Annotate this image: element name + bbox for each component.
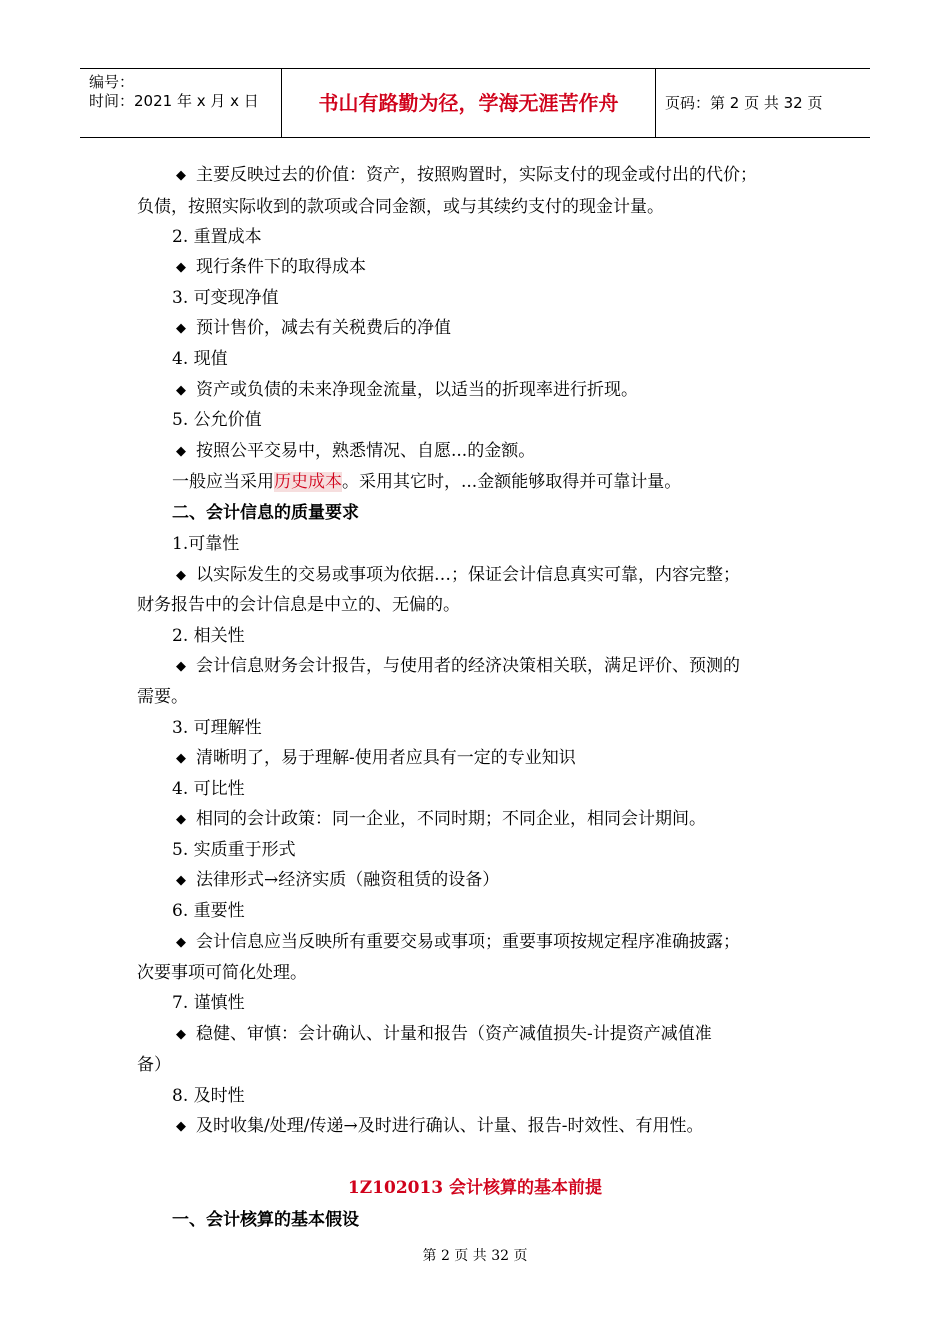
paragraph: 一般应当采用历史成本。采用其它时，...金额能够取得并可靠计量。	[172, 472, 682, 492]
bullet-continuation: 次要事项可简化处理。	[137, 963, 307, 983]
list-heading: 3. 可理解性	[172, 718, 262, 738]
bullet-continuation: 需要。	[137, 687, 188, 707]
bullet-item: ◆ 资产或负债的未来净现金流量，以适当的折现率进行折现。	[176, 380, 638, 400]
page-footer: 第 2 页 共 32 页	[422, 1248, 528, 1264]
bullet-item: ◆ 会计信息应当反映所有重要交易或事项；重要事项按规定程序准确披露；	[176, 932, 740, 952]
diamond-bullet-icon: ◆	[176, 812, 186, 827]
section-title: 1Z102013 会计核算的基本前提	[347, 1178, 603, 1198]
bullet-item: ◆ 相同的会计政策：同一企业，不同时期；不同企业，相同会计期间。	[176, 809, 706, 829]
list-heading: 5. 实质重于形式	[172, 840, 296, 860]
bullet-continuation: 财务报告中的会计信息是中立的、无偏的。	[137, 595, 460, 615]
number-label: 编号：	[89, 73, 135, 91]
list-heading: 3. 可变现净值	[172, 288, 279, 308]
header-motto: 书山有路勤为径，学海无涯苦作舟	[282, 69, 656, 137]
bullet-continuation: 备）	[137, 1055, 171, 1075]
header-page-label: 页码：第 2 页 共 32 页	[665, 94, 823, 112]
list-heading: 4. 可比性	[172, 779, 245, 799]
list-heading: 2. 重置成本	[172, 227, 262, 247]
header-meta-cell	[80, 69, 282, 137]
section-heading: 一、会计核算的基本假设	[172, 1210, 359, 1230]
diamond-bullet-icon: ◆	[176, 935, 186, 950]
diamond-bullet-icon: ◆	[176, 260, 186, 275]
list-heading: 1.可靠性	[172, 534, 240, 554]
bullet-continuation: 负债，按照实际收到的款项或合同金额，或与其续约支付的现金计量。	[137, 197, 664, 217]
list-heading: 7. 谨慎性	[172, 993, 245, 1013]
bullet-item: ◆ 法律形式→经济实质（融资租赁的设备）	[176, 870, 500, 890]
diamond-bullet-icon: ◆	[176, 751, 186, 766]
bullet-item: ◆ 稳健、审慎：会计确认、计量和报告（资产减值损失-计提资产减值准	[176, 1024, 712, 1044]
bullet-item: ◆ 清晰明了，易于理解-使用者应具有一定的专业知识	[176, 748, 576, 768]
highlighted-term: 历史成本	[274, 472, 342, 492]
diamond-bullet-icon: ◆	[176, 873, 186, 888]
diamond-bullet-icon: ◆	[176, 1119, 186, 1134]
bullet-item: ◆ 预计售价，减去有关税费后的净值	[176, 318, 451, 338]
diamond-bullet-icon: ◆	[176, 659, 186, 674]
bullet-item: ◆ 及时收集/处理/传递→及时进行确认、计量、报告-时效性、有用性。	[176, 1116, 704, 1136]
diamond-bullet-icon: ◆	[176, 1027, 186, 1042]
list-heading: 6. 重要性	[172, 901, 245, 921]
diamond-bullet-icon: ◆	[176, 568, 186, 583]
bullet-item: ◆ 主要反映过去的价值：资产，按照购置时，实际支付的现金或付出的代价；	[176, 165, 757, 185]
diamond-bullet-icon: ◆	[176, 444, 186, 459]
list-heading: 4. 现值	[172, 349, 228, 369]
list-heading: 5. 公允价值	[172, 410, 262, 430]
diamond-bullet-icon: ◆	[176, 168, 186, 183]
bullet-item: ◆ 按照公平交易中，熟悉情况、自愿...的金额。	[176, 441, 536, 461]
list-heading: 2. 相关性	[172, 626, 245, 646]
diamond-bullet-icon: ◆	[176, 383, 186, 398]
list-heading: 8. 及时性	[172, 1086, 245, 1106]
section-heading: 二、会计信息的质量要求	[172, 503, 359, 523]
diamond-bullet-icon: ◆	[176, 321, 186, 336]
time-label: 时间：2021 年 x 月 x 日	[89, 92, 259, 110]
page-header	[80, 68, 870, 138]
bullet-item: ◆ 现行条件下的取得成本	[176, 257, 366, 277]
bullet-item: ◆ 以实际发生的交易或事项为依据…；保证会计信息真实可靠，内容完整；	[176, 565, 740, 585]
bullet-item: ◆ 会计信息财务会计报告，与使用者的经济决策相关联，满足评价、预测的	[176, 656, 740, 676]
